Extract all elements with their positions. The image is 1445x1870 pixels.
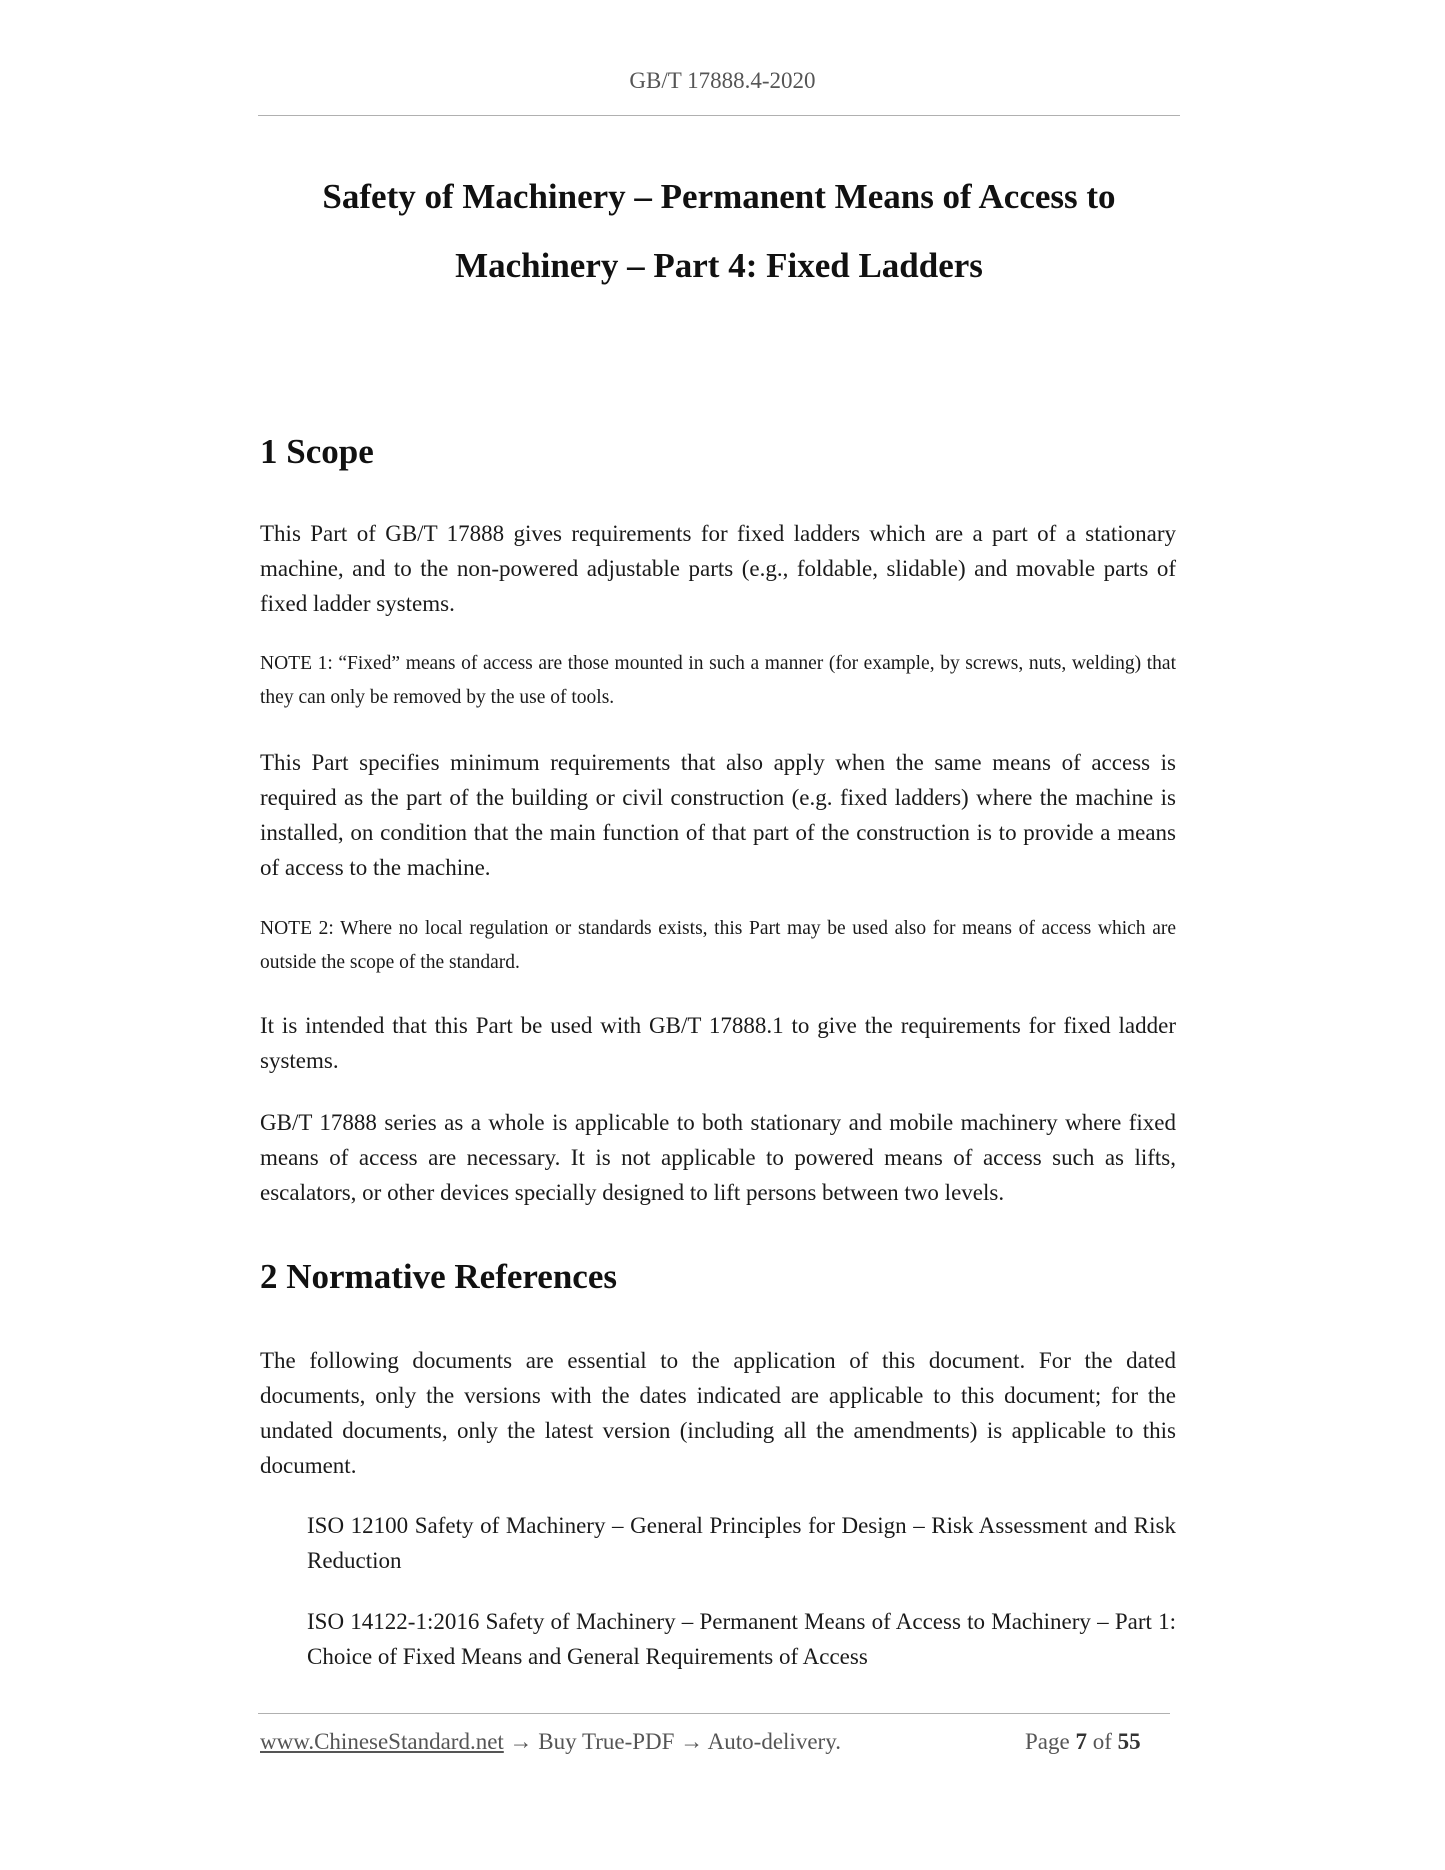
document-title [258, 162, 1180, 300]
arrow-right-icon: → [680, 1729, 704, 1754]
running-header: GB/T 17888.4-2020 [629, 68, 816, 93]
header-rule [258, 115, 1180, 116]
scope-note-1: NOTE 1: “Fixed” means of access are those mounted in such a manner (for example, by screws, nuts, welding) that they can only be removed by the use of tools. [260, 653, 1176, 708]
reference-item: ISO 12100 Safety of Machinery – General Principles for Design – Risk Assessment and Risk Reduction [307, 1513, 1176, 1573]
page-indicator [1025, 1729, 1141, 1755]
website-link[interactable]: www.ChineseStandard.net [260, 1729, 504, 1754]
page-label: Page [1025, 1729, 1070, 1754]
scope-paragraph-2: This Part specifies minimum requirements that also apply when the same means of access is required as the part of the building or civil construction (e.g. fixed ladders) where the machine is installed, on condition that the main function of that part of the construction is to provide a means of access to the machine. [260, 750, 1176, 880]
reference-item: ISO 14122-1:2016 Safety of Machinery – Permanent Means of Access to Machinery – Part 1: Choice of Fixed Means and General Requirements of Access [307, 1609, 1176, 1669]
scope-paragraph-1: This Part of GB/T 17888 gives requirements for fixed ladders which are a part of a stationary machine, and to the non-powered adjustable parts (e.g., foldable, slidable) and movable parts of fixed ladder systems. [260, 521, 1176, 616]
scope-paragraph-4: GB/T 17888 series as a whole is applicable to both stationary and mobile machinery where fixed means of access are necessary. It is not applicable to powered means of access such as lifts, escalators, or other devices specially designed to lift persons between two levels. [260, 1110, 1176, 1205]
of-label: of [1092, 1729, 1112, 1754]
page-total: 55 [1117, 1729, 1141, 1754]
footer-rule [258, 1713, 1170, 1714]
scope-paragraph-3: It is intended that this Part be used with GB/T 17888.1 to give the requirements for fixed ladder systems. [260, 1013, 1176, 1073]
scope-note-2: NOTE 2: Where no local regulation or standards exists, this Part may be used also for means of access which are outside the scope of the standard. [260, 918, 1176, 973]
normative-paragraph: The following documents are essential to the application of this document. For the dated documents, only the versions with the dates indicated are applicable to this document; for the undated documents, only the latest version (including all the amendments) is applicable to this document. [260, 1348, 1176, 1478]
title-line-1: Safety of Machinery – Permanent Means of Access to [322, 177, 1116, 216]
footer-promo [260, 1729, 841, 1755]
section-heading-scope: 1 Scope [260, 432, 374, 471]
auto-delivery-text: Auto-delivery. [707, 1729, 841, 1754]
arrow-right-icon: → [509, 1729, 533, 1754]
section-heading-normative-references: 2 Normative References [260, 1257, 617, 1296]
title-line-2: Machinery – Part 4: Fixed Ladders [455, 246, 983, 285]
buy-true-pdf-text: Buy True-PDF [538, 1729, 675, 1754]
page-number: 7 [1075, 1729, 1087, 1754]
